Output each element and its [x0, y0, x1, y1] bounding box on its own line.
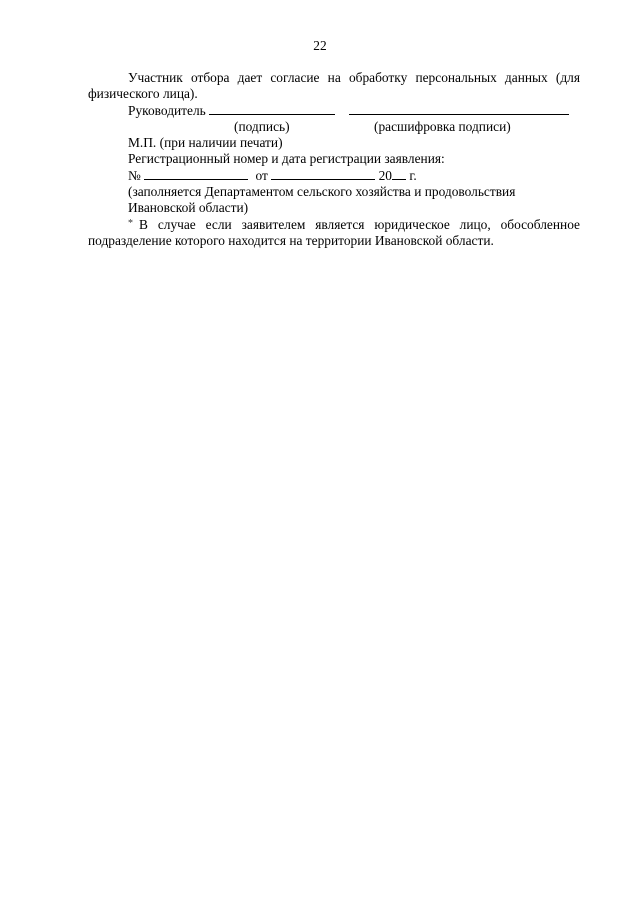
registration-date-blank[interactable]	[271, 167, 375, 180]
head-label: Руководитель	[128, 103, 206, 118]
footnote-mark: *	[128, 218, 133, 229]
signature-caption: (подпись)	[234, 119, 290, 134]
document-body	[88, 70, 580, 249]
signature-captions	[88, 119, 580, 135]
transcript-blank[interactable]	[349, 102, 569, 115]
from-label: от	[255, 168, 268, 183]
footnote	[88, 216, 580, 249]
year-prefix: 20	[378, 168, 392, 183]
page-number: 22	[313, 38, 327, 53]
number-label: №	[128, 168, 141, 183]
registration-fields-line	[88, 167, 580, 184]
footnote-text: В случае если заявителем является юридическое лицо, обособленное подразделение которого находится на территории Ивановской области.	[88, 217, 580, 248]
registration-number-blank[interactable]	[144, 167, 248, 180]
head-signature-line	[88, 102, 580, 119]
consent-text: Участник отбора дает согласие на обработку персональных данных (для физического лица).	[88, 70, 580, 101]
stamp-text: М.П. (при наличии печати)	[128, 135, 283, 150]
registration-note: (заполняется Департаментом сельского хозяйства и продовольствия Ивановской области)	[128, 184, 516, 215]
transcript-caption: (расшифровка подписи)	[374, 119, 511, 134]
registration-title: Регистрационный номер и дата регистрации заявления:	[128, 151, 445, 166]
year-suffix: г.	[409, 168, 417, 183]
registration-year-blank[interactable]	[392, 167, 406, 180]
signature-blank[interactable]	[209, 102, 335, 115]
